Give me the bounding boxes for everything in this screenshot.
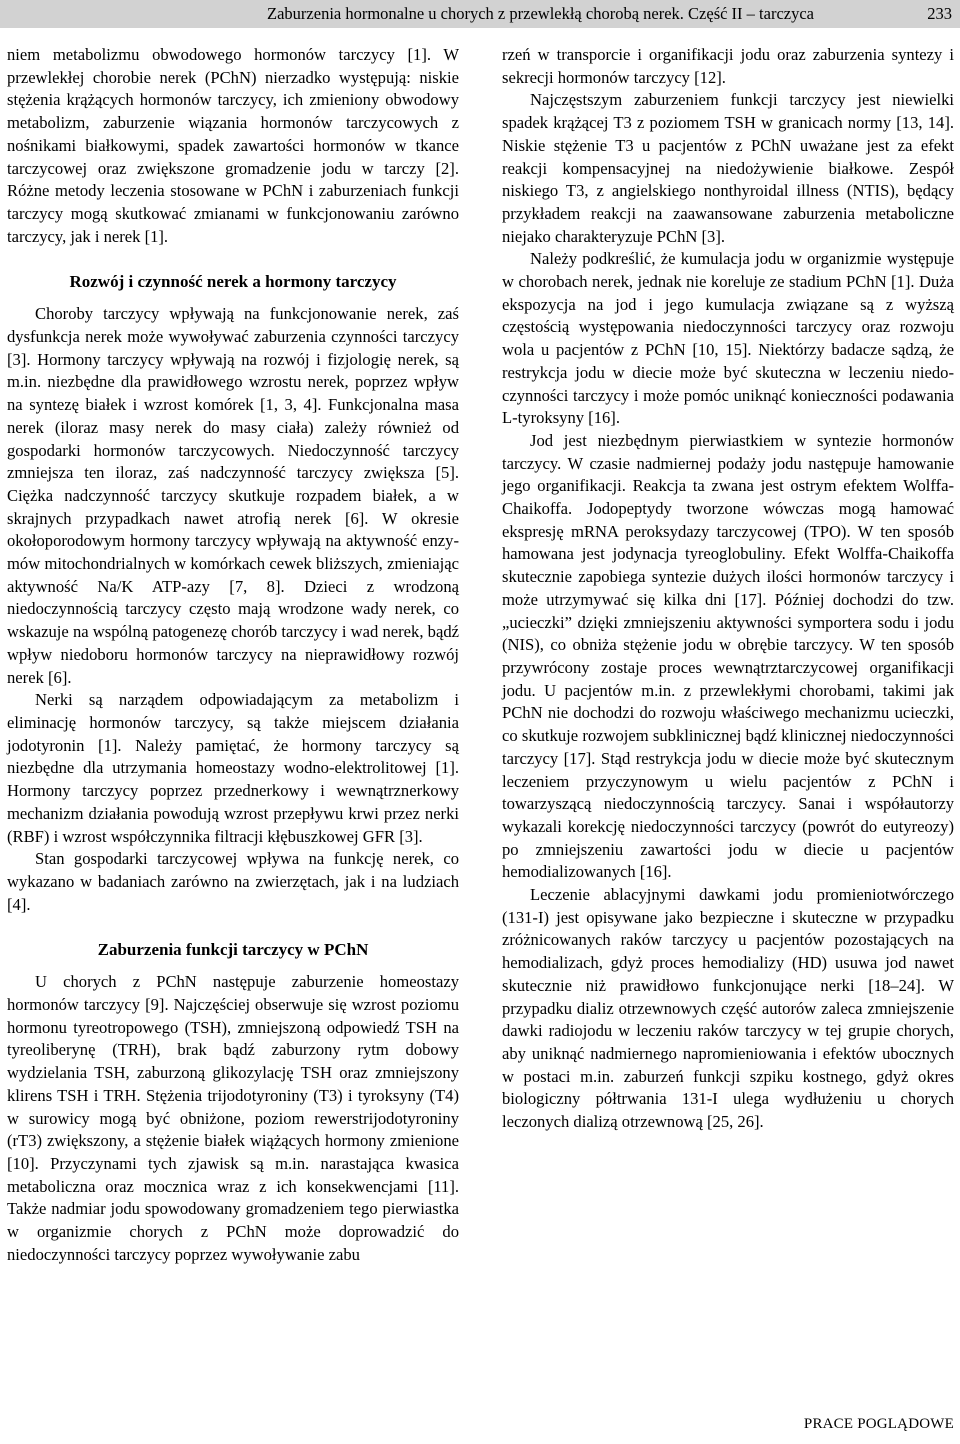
page-number: 233 <box>927 4 952 23</box>
paragraph: Leczenie ablacyjnymi dawkami jodu promieniotwórczego (131-I) jest opisywane jako bezpieczne i skuteczne w przypadku zróżnicowanych raków tarczycy u pacjentów pozostających na hemodializach, gdyż proces hemodializy (HD) usuwa jod nawet skutecznie niż prawidłowo funkcjonujące nerki [18–24]. W przypadku dializ otrzewnowych część autorów zaleca zmniejszenie dawki radiojodu w leczeniu raków tarczycy w tej grupie chorych, aby uniknąć nadmiernego napromieniowania i efektów ubocznych w postaci m.in. zaburzeń funkcji szpiku kostnego, gdyż okres biologiczny półtrwania 131-I ulega wydłużeniu u chorych leczonych dializą otrzewnową [25, 26]. <box>502 885 954 1132</box>
section-heading: Rozwój i czynność nerek a hormony tarczycy <box>69 272 397 292</box>
paragraph: rzeń w transporcie i organifikacji jodu oraz zaburzenia syntezy i sekrecji hormonów tarczycy [12]. <box>502 45 954 87</box>
paragraph: Choroby tarczycy wpływają na funkcjonowanie nerek, zaś dysfunkcja nerek może wywoływać zaburzenia czynności tarczycy [3]. Hormony tarczycy wpływają na rozwój i fizjologię nerek, są m.in. niezbędne dla prawidłowego wzrostu nerek, poprzez wpływ na syntezę białek i wzrost komórek [1, 3, 4]. Funkcjonalna masa nerek (iloraz masy nerek do masy ciała) zależy również od gospodarki hormonów tarczycowych. Niedoczynność tarczycy zmniejsza ten iloraz, zaś nadczynność tarczycy zwiększa [5]. Ciężka nadczynność tarczycy skutkuje rozpadem białek, a w skrajnych przypadkach nawet atrofią nerek [6]. W okresie okołoporodowym hormony tarczycy wpływają na aktywność enzymów mitochondrialnych w komórkach cewek bliższych, zmieniając aktywność Na/K ATP-azy [7, 8]. Dzieci z wrodzoną niedoczynnością tarczycy często mają wrodzone wady nerek, co wskazuje na wspólną patogenezę chorób tarczycy i wad nerek, bądź wpływ niedoboru hormonów tarczycy na nieprawidłowy rozwój nerek [6]. <box>7 304 459 687</box>
paragraph: Najczęstszym zaburzeniem funkcji tarczycy jest niewielki spadek krążącej T3 z poziomem TSH w granicach normy [13, 14]. Niskie stężenie T3 u pacjentów z PChN uważane jest za efekt reakcji kompensacyjnej na niedożywienie białkowe. Zespół niskiego T3, z angielskiego nonthyroidal illness (NTIS), będący przykładem reakcji na zaawansowane zaburzenia metaboliczne niejako charakteryzuje PChN [3]. <box>502 90 954 246</box>
paragraph: Stan gospodarki tarczycowej wpływa na funkcję nerek, co wykazano w badaniach zarówno na zwierzętach, jak i na ludziach [4]. <box>7 849 459 914</box>
paragraph: Jod jest niezbędnym pierwiastkiem w syntezie hormonów tarczycy. W czasie nadmiernej podaży jodu następuje hamowanie jego organifikacji. Reakcja ta zwana jest ostrym efektem Wolffa-Chaikoffa. Jodopeptydy tworzone wówczas mogą hamować ekspresję mRNA peroksydazy tarczycowej (TPO). W ten sposób hamowana jest jodynacja tyreoglobuliny. Efekt Wolffa-Chaikoffa skutecznie zapobiega syntezie dużych ilości hormonów tarczycy i może utrzymywać się kilka dni [17]. Później dochodzi do tzw. „ucieczki” dzięki zmniejszeniu aktywności symportera sodu i jodu (NIS), co obniża stężenie jodu w obrębie tarczycy. W ten sposób przywrócony zostaje proces wewnątrztarczycowej organifikacji jodu. U pacjentów m.in. z przewlekłymi chorobami, takimi jak PChN nie dochodzi do rozwoju właściwego mechanizmu ucieczki, co skutkuje rozwojem subklinicznej bądź klinicznej niedoczynności tarczycy [17]. Stąd restrykcja jodu w diecie może być skutecznym leczeniem przyczynowym u wielu pacjentów z PChN i towarzyszącą niedoczynnością tarczycy. Sanai i współautorzy wykazali korekcję niedoczynności tarczycy (powrót do eutyreozy) po zmniejszeniu zawartości jodu w diecie u pacjentów hemodializowanych [16]. <box>502 430 954 882</box>
paragraph: U chorych z PChN następuje zaburzenie homeostazy hormonów tarczycy [9]. Najczęściej obserwuje się wzrost poziomu hormonu tyreotropowego (TSH), zmniejszoną odpowiedź TSH na tyreoliberynę (TRH), brak bądź zaburzony rytm dobowy wydzielania TSH, zaburzoną glikozylację TSH oraz zmniejszony klirens TSH i TRH. Stężenia trijodotyroniny (T3) i tyroksyny (T4) w surowicy mogą być obniżone, poziom rewerstrijodotyroniny (rT3) zwiększony, a stężenie białek wiążących hormony zmienione [10]. Przyczynami tych zjawisk są m.in. narastająca kwasica metaboliczna oraz mocznica wraz z ich konsekwencjami [11]. Także nadmiar jodu spowodowany gromadzeniem tego pierwiastka w organizmie chorych z PChN może doprowadzić do niedoczynności tarczycy poprzez wywoływanie zabu <box>7 972 459 1264</box>
left-column <box>7 44 459 1266</box>
running-header <box>0 0 960 28</box>
right-column <box>502 44 954 1134</box>
section-heading: Zaburzenia funkcji tarczycy w PChN <box>97 940 369 960</box>
running-header-title: Zaburzenia hormonalne u chorych z przewlekłą chorobą nerek. Część II – tarczyca <box>267 4 814 23</box>
paragraph: Należy podkreślić, że kumulacja jodu w organizmie występuje w chorobach nerek, jednak nie koreluje ze stadium PChN [1]. Duża ekspozycja na jod i jego kumulacja związane są z wyższą częstością występowania niedoczynności tarczycy oraz rozwoju wola u pacjentów z PChN [10, 15]. Niektórzy badacze sądzą, że restrykcja jodu w diecie może być skuteczna w leczeniu niedoczynności tarczycy i może pomóc uniknąć konieczności podawania L-tyroksyny [16]. <box>502 249 954 428</box>
paragraph: Nerki są narządem odpowiadającym za metabolizm i eliminację hormonów tarczycy, są także miejscem działania jodotyronin [1]. Należy pamiętać, że hormony tarczycy są niezbędne dla utrzymania homeostazy wodno-elektrolitowej [1]. Hormony tarczycy poprzez przednerkowy i wewnątrznerkowy mechanizm działania powodują wzrost przepływu krwi przez nerki (RBF) i wzrost współczynnika filtracji kłębuszkowej GFR [3]. <box>7 690 459 846</box>
section-label: PRACE POGLĄDOWE <box>803 1416 954 1432</box>
paragraph: niem metabolizmu obwodowego hormonów tarczycy [1]. W przewlekłej chorobie nerek (PChN) nierzadko występują: niskie stężenia krążących hormonów tarczycy, ich zmieniony obwodowy metabolizm, zaburzenie wiązania hormonów tarczycowych z nośnikami białkowymi, spadek zawartości hormonów w tkance tarczycowej oraz zwiększone gromadzenie jodu w tarczy [2]. Różne metody leczenia stosowane w PChN i zaburzeniach funkcji tarczycy mogą skutkować zmianami w funkcjonowaniu zarówno tarczycy, jak i nerek [1]. <box>7 45 459 246</box>
